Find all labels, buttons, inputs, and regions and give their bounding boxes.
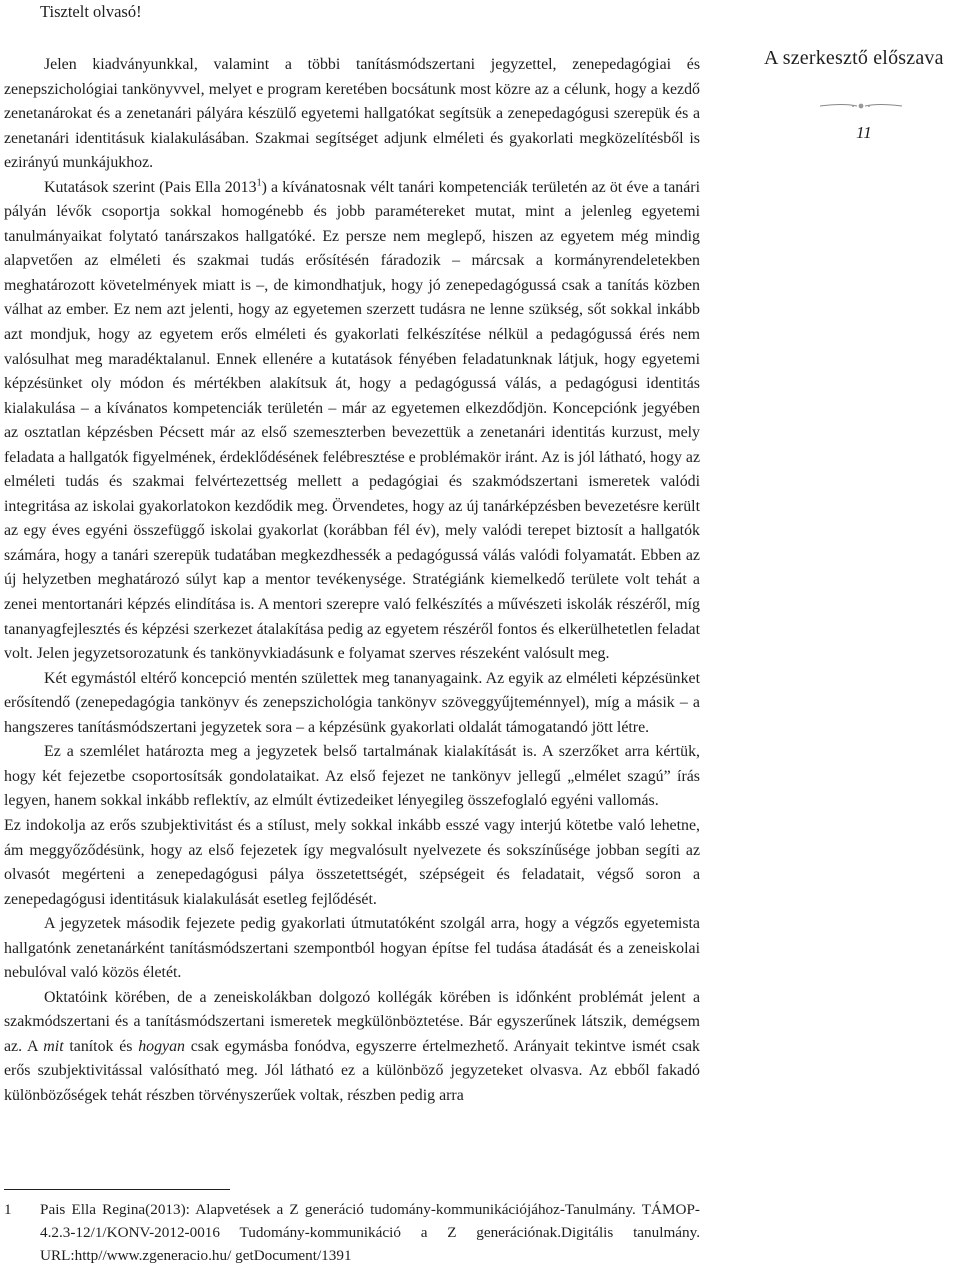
paragraph-concepts: Két egymástól eltérő koncepció mentén születtek meg tananyagaink. Az egyik az elméleti képzésünket erősítendő (zenepedagógia tankönyv és zenepszichológia tankönyv szöveggyűjteménnyel), míg a másik – a hangszeres tanításmódszertani jegyzetek sora – a képzésünk gyakorlati oldalát támogatandó jött létre. [4, 669, 700, 736]
footnote [4, 1198, 700, 1267]
page-number: 11 [856, 123, 872, 142]
side-title: A szerkesztő előszava [764, 47, 944, 69]
greeting: Tisztelt olvasó! [40, 2, 142, 21]
paragraph-research-rest: ) a kívánatosnak vélt tanári kompetenciák területén az öt éve a tanári pályán lévők csoportja sokkal homogénebb és jobb paramétereket mutat, mint a jelenleg egyetemi tanulmányaikat folytató tanárszakos hallgatóké. Ez persze nem meglepő, hiszen az egyetem még mindig alapvetően az elméleti és szakmai tudás erősítésén fáradozik – márcsak a kormányrendeletekben meghatározott követelmények miatt is –, de kimondhatjuk, hogy jó zenepedagógussá csak a tanítás közben válhat az ember. Ez nem azt jelenti, hogy az egyetemen szerzett tudásra ne lenne szükség, sőt sokkal inkább azt mondjuk, hogy az egyetem erős elméleti és gyakorlati felkészítése nélkül a pedagógussá érés nem valósulhat meg maradéktalanul. Ennek ellenére a kutatások fényében feladatunknak látjuk, hogy egyetemi képzésünket oly módon és mértékben alakítsuk át, hogy a pedagógussá válás, a pedagógusi identitás kialakulása – a kívánatos kompetenciák területén – már az egyetemen elkezdődjön. Koncepciónk jegyében az osztatlan képzésben Pécsett már az első szemeszterben bevezettük a zenetanári identitás kurzust, mely feladata a hallgatók figyelmének, érdeklődésének felébresztése e problémakör iránt. Az is jól látható, hogy az elméleti tudás és szakmai felvértezettség mellett a pedagógiai és szakmódszertani ismeretek valódi integritása az iskolai gyakorlatokon kezdődik meg. Örvendetes, hogy az új tanárképzésben bevezetésre került az egy éves egyéni összefüggő iskolai gyakorlat (korábban fél év), mely valódi terepet biztosít a hallgatók számára, hogy a tanári szerepük tudatában megkezdhessék a pedagógussá válás valódi folyamatát. Ebben az új helyzetben meghatározó súlyt kap a mentor tevékenysége. Stratégiánk kiemelkedő területe volt tehát a zenei mentortanári képzés elindítása is. A mentori szerepre való felkészítés a művészeti iskolák részéről, míg tananyagfejlesztés és képzési szerkezet átalakítása pedig az egyetem részéről fontos és elkerülhetetlen feladat volt. Jelen jegyzetsorozatunk és tankönyvkiadásunk e folyamat szerves részeként valósult meg. [4, 178, 700, 663]
paragraph-second-chapter: A jegyzetek második fejezete pedig gyakorlati útmutatóként szolgál arra, hogy a végzős egyetemista hallgatónk zenetanárként tanításmódszertani szempontból hogyan építse fel tudása átadását és a zeneiskolai nebulóval való közös életét. [4, 915, 700, 982]
methodology-emphasis-hogyan: hogyan [138, 1037, 185, 1055]
paragraph-research-start: Kutatások szerint (Pais Ella 2013 [44, 178, 257, 196]
paragraph-intro: Jelen kiadványunkkal, valamint a többi tanításmódszertani jegyzettel, zenepedagógiai és zenepszichológiai tankönyvvel, melyet e program keretében bocsátunk most közre az a célunk, hogy a kezdő zenetanárokat és a zenetanári pályára készülő egyetemi hallgatókat segítsük a zenepedagógusi szerepük és a zenetanári identitásuk kialakulásában. Szakmai segítséget adjunk elméleti és gyakorlati megközelítésből is ezirányú munkájukhoz. [4, 56, 700, 172]
paragraph-structure: Ez a szemlélet határozta meg a jegyzetek belső tartalmának kialakítását is. A szerzőket arra kértük, hogy két fejezetbe csoportosítsák gondolataikat. Az első fejezet ne tankönyv jellegű „elmélet szagú” írás legyen, hanem sokkal inkább reflektív, az elmúlt évtizedeiket lényegileg összefoglaló egyéni vallomás. [4, 743, 700, 810]
footnote-rule [4, 1189, 230, 1190]
paragraph-subjectivity: Ez indokolja az erős szubjektivitást és a stílust, mely sokkal inkább esszé vagy interjú kötetbe való lehetne, ám meggyőződésünk, hogy az első fejezetek így megvalósult nyelvezete és sokszínűsége jobban segíti az olvasót megérteni a zenepedagógusi pálya összetettségét, szépségeit és feladatait, végső soron a zenepedagógusi identitásuk kialakulását esetleg fejlődését. [4, 816, 700, 908]
paragraph-methodology [4, 986, 700, 1109]
footnote-number: 1 [4, 1201, 12, 1218]
methodology-text-3: csak egymásba fonódva, egyszerre értelmezhető. Arányait tekintve ismét csak erős szubjektivitással valósítható meg. Jól látható ez a különböző jegyzeteket olvasva. Az ebből fakadó különbözőségek tehát részben törvényszerűek voltak, részben pedig arra [4, 1037, 700, 1104]
methodology-text-2: tanítok és [63, 1037, 139, 1055]
footnote-ref[interactable]: 1 [256, 177, 262, 189]
ornament-divider [818, 101, 904, 111]
footnote-text: Pais Ella Regina(2013): Alapvetések a Z generáció tudomány-kommunikációjához-Tanulmány. TÁMOP-4.2.3-12/1/KONV-2012-0016 Tudomány-kommunikáció a Z generációnak.Digitális tanulmány. URL:http//www.zgeneracio.hu/ getDocument/1391 [40, 1201, 700, 1264]
methodology-text-1: Oktatóink körében, de a zeneiskolákban dolgozó kollégák körében is időnként problémát jelent a szakmódszertani és a tanításmódszertani ismeretek megkülönböztetése. Bár egyszerűnek látszik, demégsem az. A [4, 988, 700, 1055]
paragraph-research [4, 176, 700, 667]
body-text [4, 53, 700, 1109]
methodology-emphasis-mit: mit [43, 1037, 64, 1055]
